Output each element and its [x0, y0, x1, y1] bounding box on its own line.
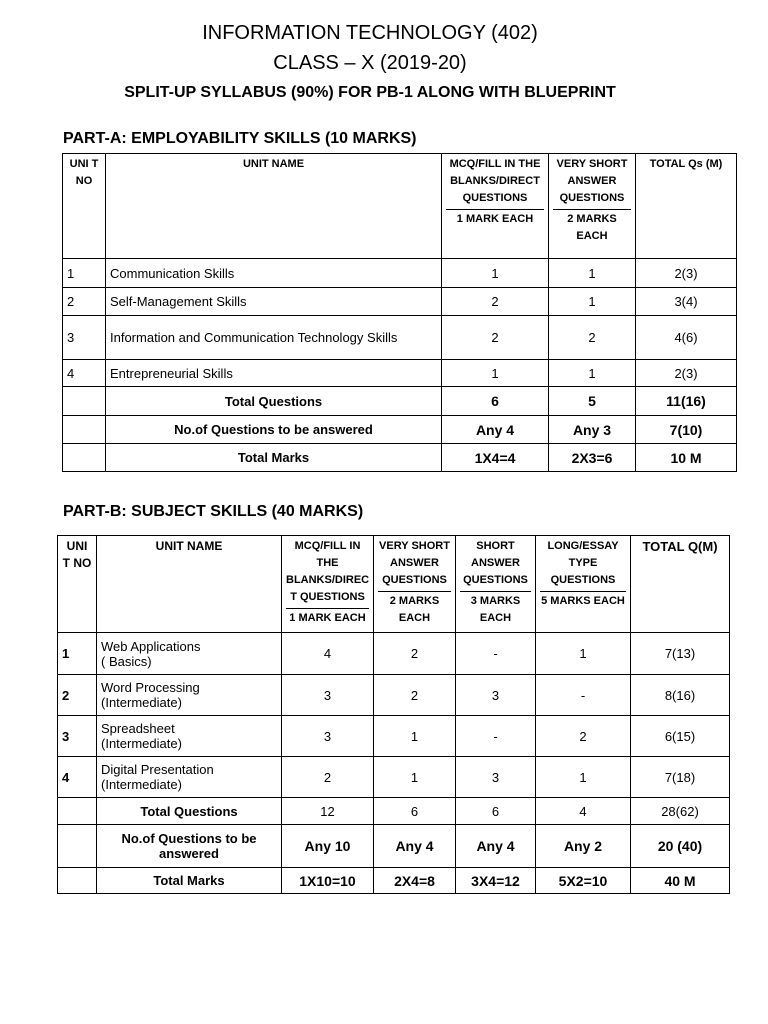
- unit-name: Communication Skills: [106, 259, 442, 288]
- la-total: 4: [536, 798, 631, 825]
- answered-row: [63, 416, 737, 444]
- unit-name-line2: (Intermediate): [101, 736, 182, 751]
- mcq-count: 2: [442, 288, 549, 316]
- vsa-count: 2: [549, 316, 636, 360]
- total-marks: 10 M: [636, 444, 737, 472]
- unit-no: 4: [63, 360, 106, 387]
- class-title: CLASS – X (2019-20): [273, 52, 467, 74]
- col-sa: [456, 536, 536, 633]
- total-questions-label: Total Questions: [106, 387, 442, 416]
- mcq-total: 12: [282, 798, 374, 825]
- total-questions-row: [63, 387, 737, 416]
- table-row: [63, 288, 737, 316]
- unit-name-line1: Spreadsheet: [101, 721, 175, 736]
- answered-row: [58, 825, 730, 868]
- grand-total: 11(16): [636, 387, 737, 416]
- mcq-total: 6: [442, 387, 549, 416]
- sa-marks: 3X4=12: [456, 868, 536, 894]
- col-vsa: [549, 154, 636, 259]
- total-count: 2(3): [636, 259, 737, 288]
- table-row: [63, 360, 737, 387]
- unit-name: Entrepreneurial Skills: [106, 360, 442, 387]
- la-count: 1: [536, 757, 631, 798]
- answered-label: No.of Questions to be answered: [97, 825, 282, 868]
- table-row: [58, 716, 730, 757]
- vsa-marks: 2X4=8: [374, 868, 456, 894]
- unit-name-line1: Web Applications: [101, 638, 201, 654]
- mcq-count: 3: [282, 675, 374, 716]
- table-row: [63, 259, 737, 288]
- table-row: [58, 675, 730, 716]
- col-vsa: [374, 536, 456, 633]
- unit-name: Self-Management Skills: [106, 288, 442, 316]
- mcq-answered: Any 10: [282, 825, 374, 868]
- unit-name-line2: (Intermediate): [101, 695, 182, 710]
- col-sa-marks: 3 MARKS EACH: [460, 591, 531, 627]
- mcq-answered: Any 4: [442, 416, 549, 444]
- vsa-count: 2: [374, 633, 456, 675]
- col-mcq-marks: 1 MARK EACH: [286, 608, 369, 627]
- col-mcq: [282, 536, 374, 633]
- sa-count: 3: [456, 757, 536, 798]
- mcq-count: 4: [282, 633, 374, 675]
- unit-no: 4: [58, 757, 97, 798]
- col-mcq-marks: 1 MARK EACH: [446, 209, 544, 228]
- table-row: [58, 633, 730, 675]
- la-marks: 5X2=10: [536, 868, 631, 894]
- col-total: TOTAL Qs (M): [636, 154, 737, 259]
- col-total: TOTAL Q(M): [631, 536, 730, 633]
- mcq-count: 2: [282, 757, 374, 798]
- vsa-total: 5: [549, 387, 636, 416]
- unit-no: 1: [58, 633, 97, 675]
- part-b-table: [57, 535, 730, 894]
- part-a-heading: PART-A: EMPLOYABILITY SKILLS (10 MARKS): [63, 130, 417, 147]
- grand-total: 28(62): [631, 798, 730, 825]
- part-a-header-row: [63, 154, 737, 259]
- part-b-heading: PART-B: SUBJECT SKILLS (40 MARKS): [63, 503, 364, 520]
- part-b-header-row: [58, 536, 730, 633]
- total-marks-row: [58, 868, 730, 894]
- unit-name-line2: ( Basics): [101, 653, 152, 669]
- document-title: INFORMATION TECHNOLOGY (402): [202, 22, 538, 44]
- empty-cell: [58, 825, 97, 868]
- mcq-count: 1: [442, 259, 549, 288]
- empty-cell: [63, 387, 106, 416]
- vsa-count: 1: [549, 288, 636, 316]
- vsa-count: 1: [374, 716, 456, 757]
- unit-name: [97, 675, 282, 716]
- vsa-count: 1: [549, 259, 636, 288]
- col-mcq-label: MCQ/FILL IN THE BLANKS/DIREC T QUESTIONS: [286, 540, 370, 603]
- total-count: 3(4): [636, 288, 737, 316]
- col-unit-no: UNI T NO: [63, 154, 106, 259]
- sa-count: -: [456, 633, 536, 675]
- col-mcq: [442, 154, 549, 259]
- mcq-marks: 1X10=10: [282, 868, 374, 894]
- table-row: [58, 757, 730, 798]
- vsa-marks: 2X3=6: [549, 444, 636, 472]
- empty-cell: [63, 416, 106, 444]
- unit-name-line1: Digital Presentation: [101, 762, 214, 777]
- total-marks-row: [63, 444, 737, 472]
- total-count: 4(6): [636, 316, 737, 360]
- unit-name-line1: Word Processing: [101, 680, 200, 695]
- syllabus-title: SPLIT-UP SYLLABUS (90%) FOR PB-1 ALONG WITH BLUEPRINT: [124, 84, 616, 101]
- unit-name: Information and Communication Technology Skills: [106, 316, 442, 360]
- unit-no: 3: [63, 316, 106, 360]
- col-vsa-marks: 2 MARKS EACH: [553, 209, 631, 245]
- total-marks: 40 M: [631, 868, 730, 894]
- empty-cell: [63, 444, 106, 472]
- col-vsa-label: VERY SHORT ANSWER QUESTIONS: [379, 540, 450, 586]
- total-marks-label: Total Marks: [97, 868, 282, 894]
- col-vsa-marks: 2 MARKS EACH: [378, 591, 451, 627]
- unit-name: [97, 716, 282, 757]
- vsa-total: 6: [374, 798, 456, 825]
- vsa-answered: Any 4: [374, 825, 456, 868]
- mcq-count: 1: [442, 360, 549, 387]
- unit-name-line2: (Intermediate): [101, 777, 182, 792]
- total-count: 6(15): [631, 716, 730, 757]
- la-count: 2: [536, 716, 631, 757]
- part-a-table: [62, 153, 737, 472]
- unit-name: [97, 633, 282, 675]
- answered-label: No.of Questions to be answered: [106, 416, 442, 444]
- total-count: 7(18): [631, 757, 730, 798]
- sa-total: 6: [456, 798, 536, 825]
- col-unit-name: UNIT NAME: [97, 536, 282, 633]
- mcq-count: 2: [442, 316, 549, 360]
- col-sa-label: SHORT ANSWER QUESTIONS: [463, 540, 528, 586]
- total-questions-label: Total Questions: [97, 798, 282, 825]
- vsa-count: 1: [549, 360, 636, 387]
- mcq-marks: 1X4=4: [442, 444, 549, 472]
- vsa-answered: Any 3: [549, 416, 636, 444]
- unit-no: 2: [58, 675, 97, 716]
- empty-cell: [58, 798, 97, 825]
- la-count: -: [536, 675, 631, 716]
- table-row: [63, 316, 737, 360]
- col-vsa-label: VERY SHORT ANSWER QUESTIONS: [556, 158, 628, 204]
- col-la-label: LONG/ESSAY TYPE QUESTIONS: [547, 540, 619, 586]
- total-questions-row: [58, 798, 730, 825]
- vsa-count: 1: [374, 757, 456, 798]
- unit-no: 2: [63, 288, 106, 316]
- empty-cell: [58, 868, 97, 894]
- unit-no: 3: [58, 716, 97, 757]
- la-answered: Any 2: [536, 825, 631, 868]
- total-count: 7(13): [631, 633, 730, 675]
- col-unit-name: UNIT NAME: [106, 154, 442, 259]
- mcq-count: 3: [282, 716, 374, 757]
- la-count: 1: [536, 633, 631, 675]
- total-marks-label: Total Marks: [106, 444, 442, 472]
- sa-answered: Any 4: [456, 825, 536, 868]
- col-unit-no: UNI T NO: [58, 536, 97, 633]
- total-count: 2(3): [636, 360, 737, 387]
- sa-count: 3: [456, 675, 536, 716]
- total-answered: 7(10): [636, 416, 737, 444]
- col-la: [536, 536, 631, 633]
- total-answered: 20 (40): [631, 825, 730, 868]
- unit-no: 1: [63, 259, 106, 288]
- vsa-count: 2: [374, 675, 456, 716]
- sa-count: -: [456, 716, 536, 757]
- total-count: 8(16): [631, 675, 730, 716]
- col-la-marks: 5 MARKS EACH: [540, 591, 626, 610]
- col-mcq-label: MCQ/FILL IN THE BLANKS/DIRECT QUESTIONS: [449, 158, 541, 204]
- unit-name: [97, 757, 282, 798]
